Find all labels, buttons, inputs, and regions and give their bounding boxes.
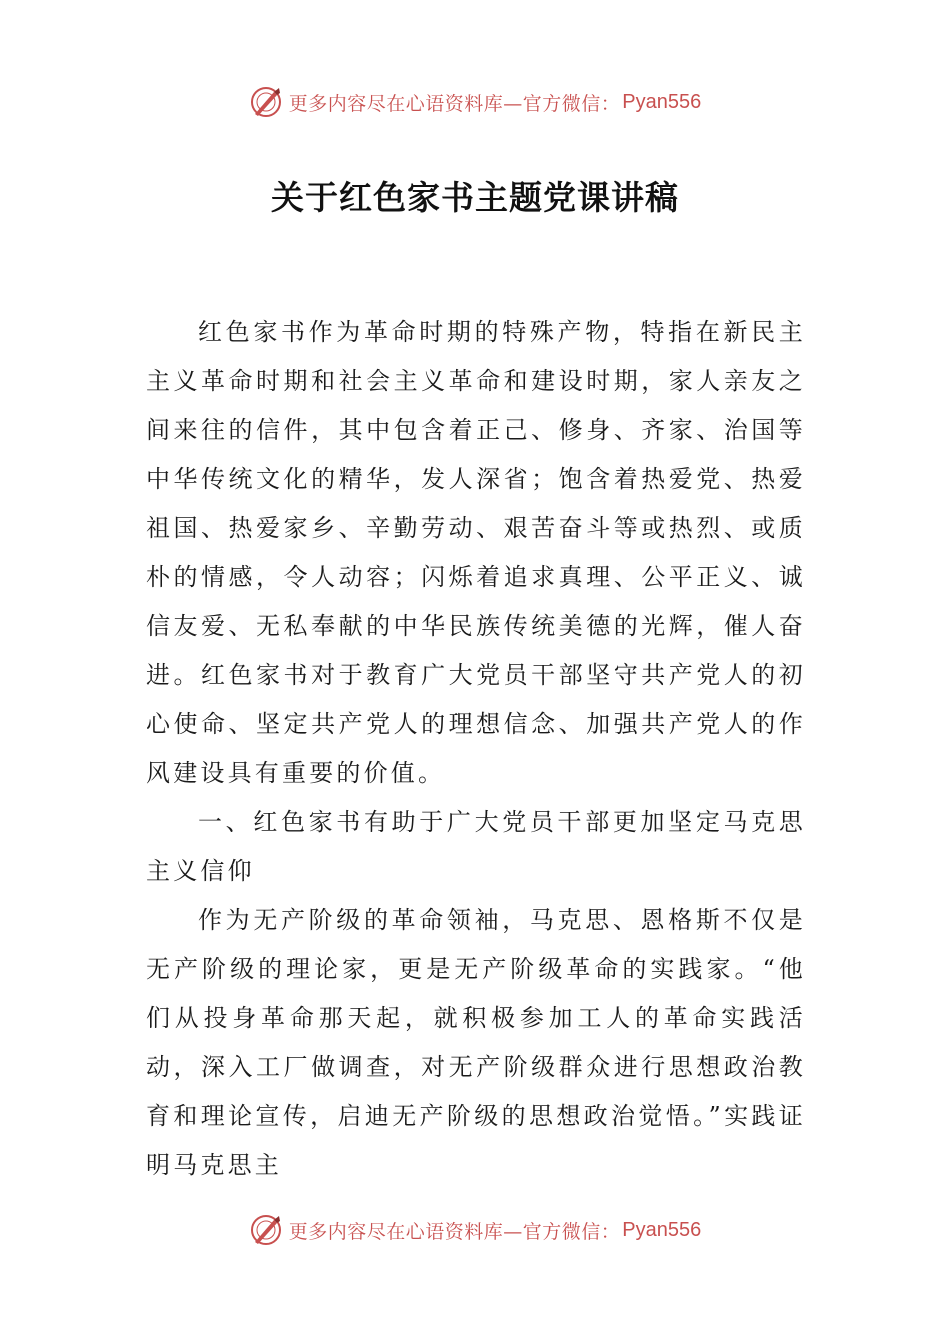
pen-logo-icon [249,1213,283,1247]
watermark-text: 更多内容尽在心语资料库—官方微信： [288,92,621,115]
document-body [146,308,806,1190]
paragraph-marx: 作为无产阶级的革命领袖，马克思、恩格斯不仅是无产阶级的理论家，更是无产阶级革命的实践家。“他们从投身革命那天起，就积极参加工人的革命实践活动，深入工厂做调查，对无产阶级群众进行思想政治教育和理论宣传，启迪无产阶级的思想政治觉悟。”实践证明马克思主 [146,906,806,1179]
watermark-text: 更多内容尽在心语资料库—官方微信： [288,1220,621,1243]
pen-logo-icon [249,85,283,119]
section-heading-1: 一、红色家书有助于广大党员干部更加坚定马克思主义信仰 [146,808,806,885]
paragraph-intro: 红色家书作为革命时期的特殊产物，特指在新民主主义革命时期和社会主义革命和建设时期，家人亲友之间来往的信件，其中包含着正己、修身、齐家、治国等中华传统文化的精华，发人深省；饱含着热爱党、热爱祖国、热爱家乡、辛勤劳动、艰苦奋斗等或热烈、或质朴的情感，令人动容；闪烁着追求真理、公平正义、诚信友爱、无私奉献的中华民族传统美德的光辉，催人奋进。红色家书对于教育广大党员干部坚守共产党人的初心使命、坚定共产党人的理想信念、加强共产党人的作风建设具有重要的价值。 [146,318,806,787]
footer-watermark [0,1208,950,1252]
watermark-wechat-id: Pyan556 [622,1218,702,1241]
header-watermark [0,80,950,124]
watermark-wechat-id: Pyan556 [622,90,702,113]
page-title: 关于红色家书主题党课讲稿 [271,178,679,217]
